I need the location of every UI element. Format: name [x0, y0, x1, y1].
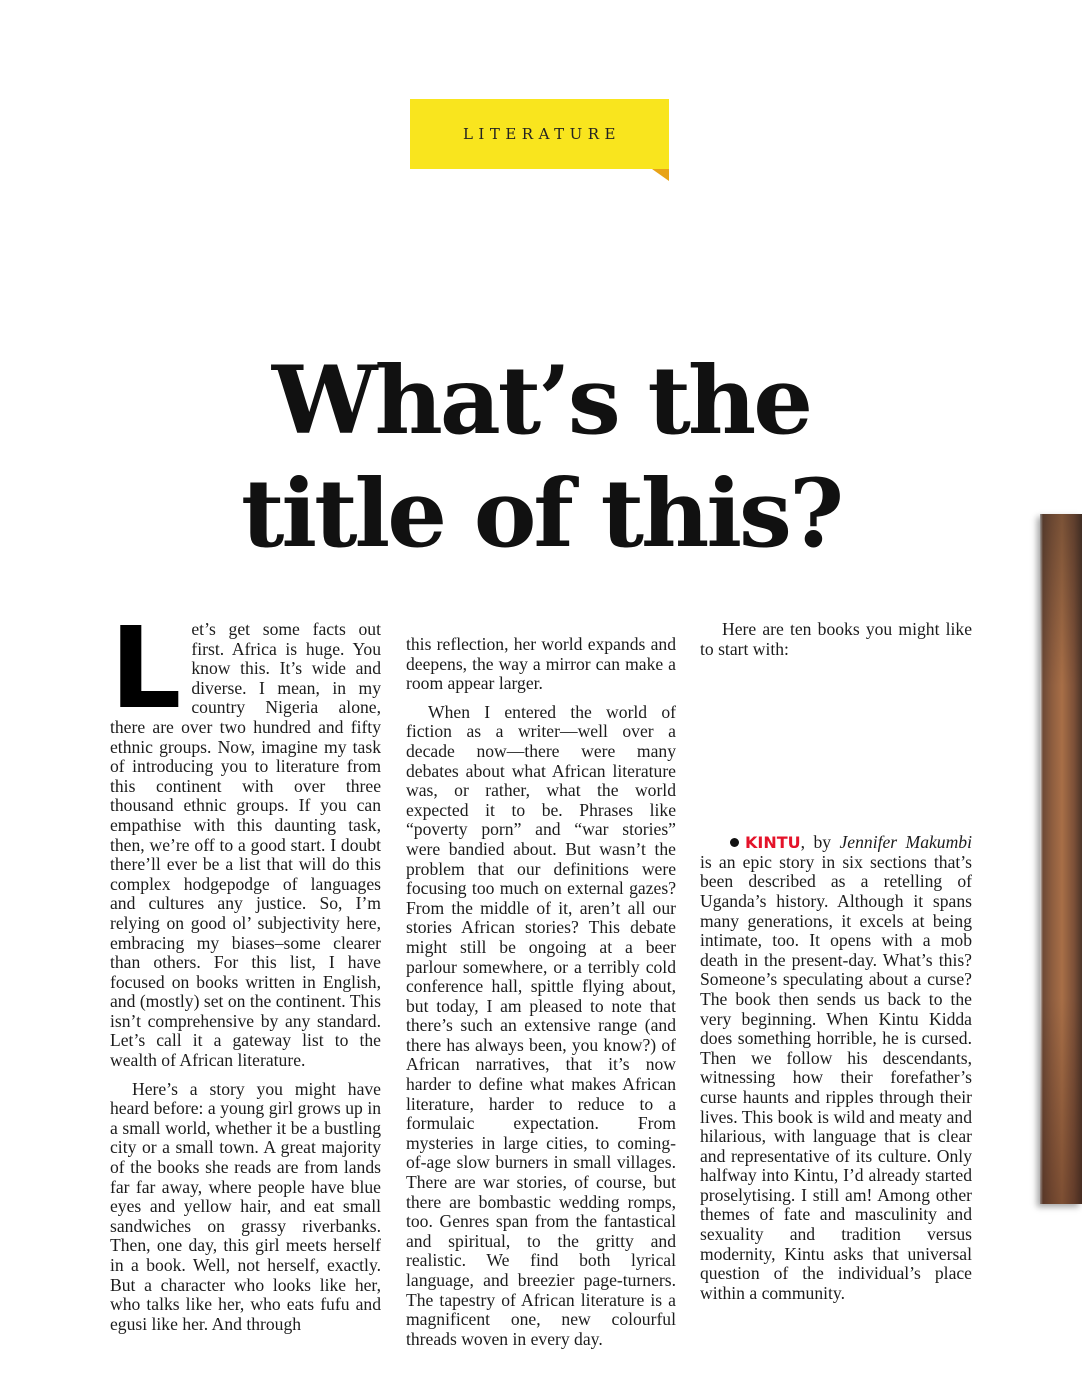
article-column-3: [700, 620, 972, 1303]
book-title: KINTU: [745, 833, 801, 853]
article-paragraph: When I entered the world of fiction as a writer—well over a decade now—there were many debates about what African literature was, or rather, what the world expected it to be. Phrases like “poverty porn” and “war stories” were bandied about. But wasn’t the problem that our definitions were focusing too much on external gazes? From the middle of it, aren’t all our stories African stories? This debate might still be ongoing at a beer parlour somewhere, or a terribly cold conference hall, spittle flying about, but today, I am pleased to note that there’s such an extensive range (and there has always been, you know?) of African narratives, that it’s now harder to define what makes African literature, harder to reduce to a formulaic expectation. From mysteries in large cities, to coming-of-age slow burners in small villages. There are war stories, of course, but there are bombastic wedding romps, too. Genres span from the fantastical and spiritual, to the gritty and realistic. We find both lyrical language, and breezier page-turners. The tapestry of African literature is a magnificent one, new colourful threads woven in every day.: [406, 701, 676, 1349]
article-paragraph: this reflection, her world expands and deepens, the way a mirror can make a room appear larger.: [406, 634, 676, 694]
book-entry-kintu: [700, 833, 972, 1303]
headline: [150, 345, 932, 571]
headline-line-1: What’s the: [271, 346, 811, 456]
article-column-2: [406, 635, 676, 1349]
section-tag-fold: [652, 169, 669, 181]
bullet-icon: [730, 838, 739, 847]
article-column-1: [110, 604, 381, 1334]
headline-line-2: title of this?: [240, 459, 842, 569]
book-author: Jennifer Makumbi: [839, 832, 972, 853]
book-description: is an epic story in six sections that’s been described as a retelling of Uganda’s history. Although it spans many generations, it excels at being intimate, too. It opens with a mob death in the present-day. What’s this? Someone’s speculating about a curse? The book then sends us back to the very beginning. When Kintu Kidda does something horrible, he is cursed. Then we follow his descendants, witnessing how their forefather’s curse haunts and ripples through their lives. This book is wild and meaty and hilarious, with language that is clear and representative of its culture. Only halfway into Kintu, I’d already started proselytising. I still am! Among other themes of fate and masculinity and sexuality and tradition versus modernity, Kintu asks that universal question of the individual’s place within a community.: [700, 851, 972, 1303]
book-by: , by: [800, 832, 840, 853]
paragraph-text: et’s get some facts out first. Africa is huge. You know this. It’s wide and diverse. I mean, in my country Nigeria alone, there are over two hundred and fifty ethnic groups. Now, imagine my task of introducing you to literature from this continent with over three thousand ethnic groups. If you can empathise with this daunting task, then, we’re off to a good start. I doubt there’ll ever be a list that will do this complex hodgepodge of languages and cultures any justice. So, I’m relying on good ol’ subjectivity here, embracing my biases–some clearer than others. For this list, I have focused on books written in English, and (mostly) set on the continent. This isn’t comprehensive by any standard. Let’s call it a gateway list to the wealth of African literature.: [110, 619, 381, 1071]
section-tag-label: LITERATURE: [462, 125, 622, 143]
article-paragraph: Here’s a story you might have heard before: a young girl grows up in a small world, whether it be a bustling city or a small town. A great majority of the books she reads are from lands far far away, where people have blue eyes and yellow hair, and eat small sandwiches on grassy riverbanks. Then, one day, this girl meets herself in a book. Well, not herself, exactly. But a character who looks like her, who talks like her, who eats fufu and egusi like her. And through: [110, 1078, 381, 1334]
list-intro: Here are ten books you might like to start with:: [700, 619, 972, 659]
article-paragraph: [110, 604, 381, 1071]
drop-cap: L: [110, 604, 182, 734]
section-tag: [410, 99, 669, 169]
book-photo-edge: [1040, 514, 1082, 1204]
